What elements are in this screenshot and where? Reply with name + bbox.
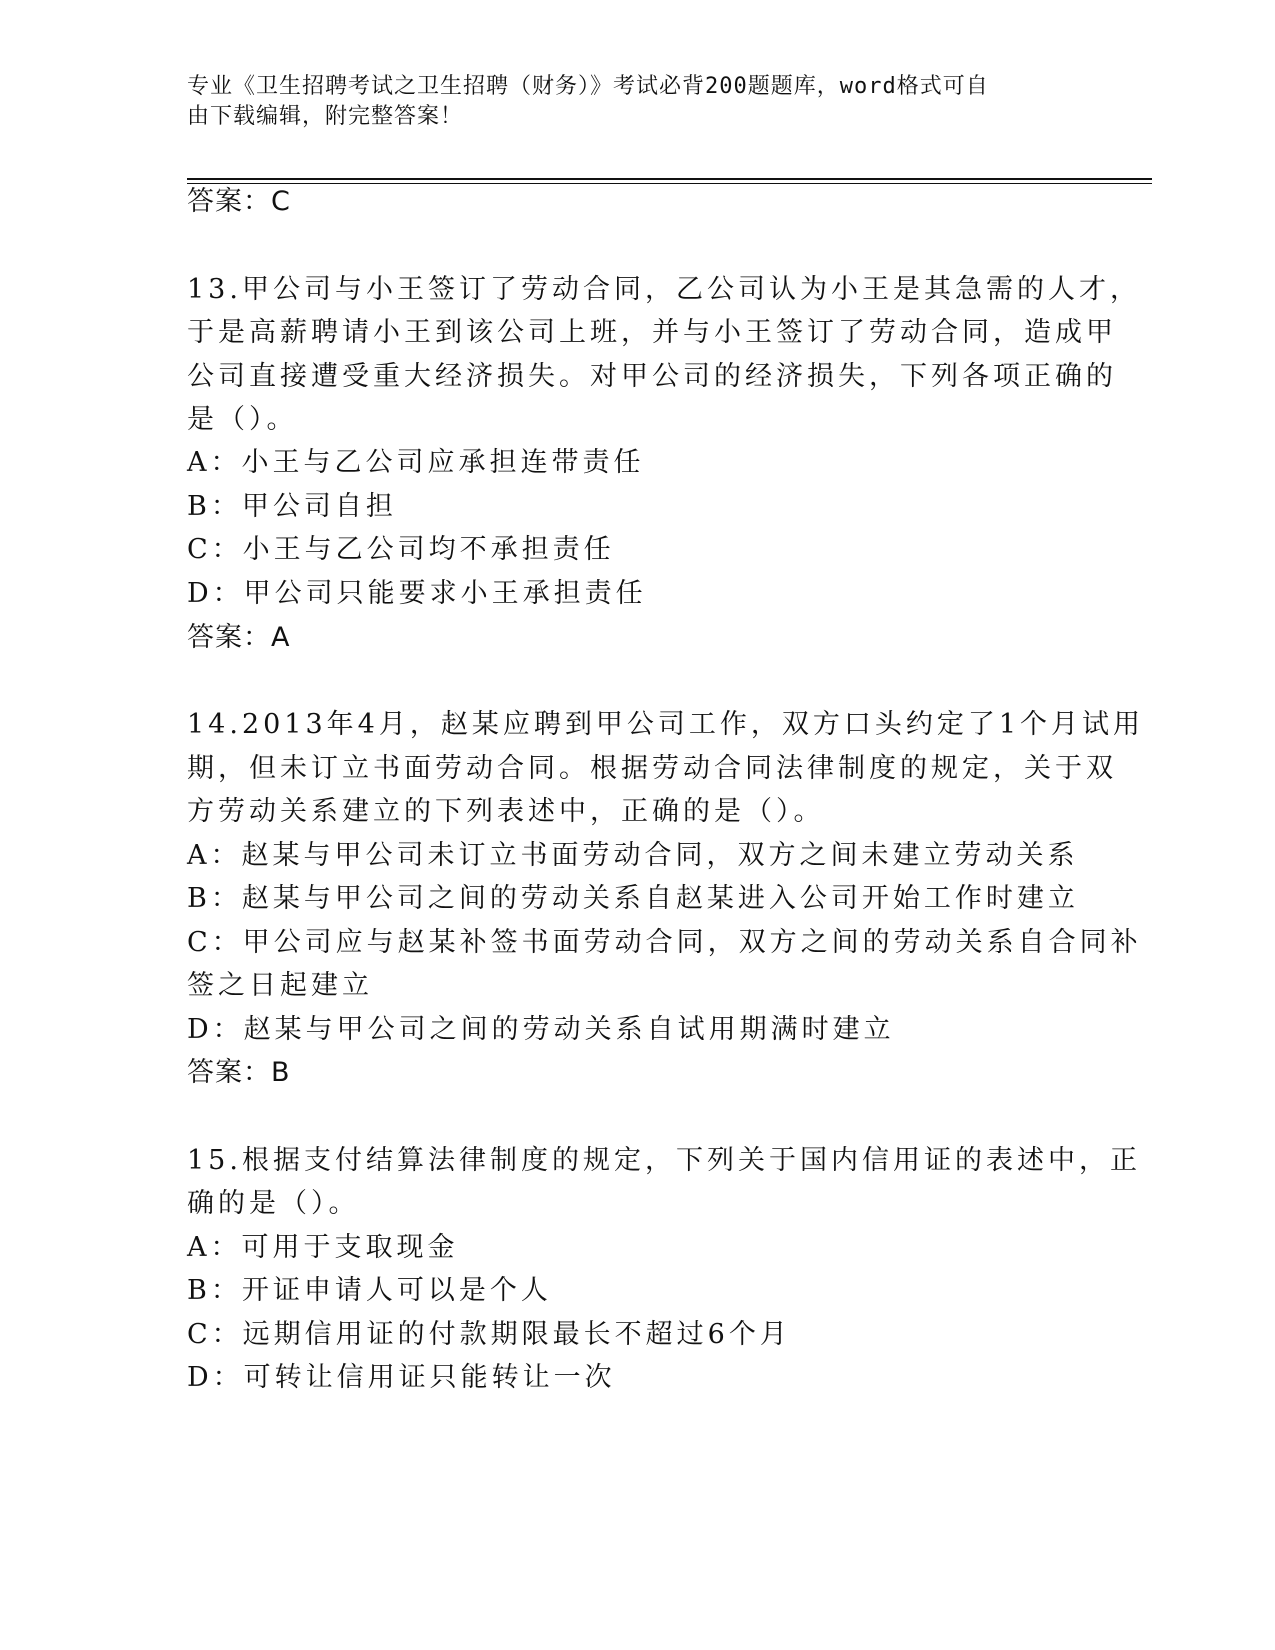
question-14-stem-line-2: 期，但未订立书面劳动合同。根据劳动合同法律制度的规定，关于双 <box>187 753 1117 784</box>
question-15-stem-line-1: 15.根据支付结算法律制度的规定，下列关于国内信用证的表述中，正 <box>187 1145 1141 1176</box>
question-14-option-a: A：赵某与甲公司未订立书面劳动合同，双方之间未建立劳动关系 <box>187 840 1079 871</box>
question-13-option-d: D：甲公司只能要求小王承担责任 <box>187 578 647 609</box>
question-15-option-d: D：可转让信用证只能转让一次 <box>187 1362 616 1393</box>
question-13-option-b: B：甲公司自担 <box>187 491 397 522</box>
question-14-option-b: B：赵某与甲公司之间的劳动关系自赵某进入公司开始工作时建立 <box>187 883 1079 914</box>
question-13-stem-line-4: 是（）。 <box>187 404 298 435</box>
answer-previous: 答案：C <box>187 186 291 217</box>
question-14-stem-line-1: 14.2013年4月，赵某应聘到甲公司工作，双方口头约定了1个月试用 <box>187 709 1145 740</box>
question-15-stem-line-2: 确的是（）。 <box>187 1188 360 1219</box>
header-divider-thin <box>187 183 1152 184</box>
header-line-2: 由下载编辑，附完整答案！ <box>187 104 464 129</box>
question-14-option-c-line-1: C：甲公司应与赵某补签书面劳动合同，双方之间的劳动关系自合同补 <box>187 927 1142 958</box>
header-line-1: 专业《卫生招聘考试之卫生招聘（财务）》考试必背200题题库，word格式可自 <box>187 74 989 99</box>
question-14-option-c-line-2: 签之日起建立 <box>187 970 373 1001</box>
question-14-answer: 答案：B <box>187 1057 291 1088</box>
question-15-option-b: B：开证申请人可以是个人 <box>187 1275 552 1306</box>
question-13-answer: 答案：A <box>187 622 291 653</box>
document-header <box>187 72 1067 132</box>
question-13-stem-line-1: 13.甲公司与小王签订了劳动合同，乙公司认为小王是其急需的人才， <box>187 274 1141 305</box>
header-divider <box>187 178 1152 180</box>
question-15-option-a: A：可用于支取现金 <box>187 1232 459 1263</box>
question-14-stem-line-3: 方劳动关系建立的下列表述中，正确的是（）。 <box>187 796 825 827</box>
question-13-stem-line-3: 公司直接遭受重大经济损失。对甲公司的经济损失，下列各项正确的 <box>187 361 1117 392</box>
question-14-option-d: D：赵某与甲公司之间的劳动关系自试用期满时建立 <box>187 1014 895 1045</box>
question-15-option-c: C：远期信用证的付款期限最长不超过6个月 <box>187 1319 791 1350</box>
question-13-option-a: A：小王与乙公司应承担连带责任 <box>187 447 645 478</box>
question-13-stem-line-2: 于是高薪聘请小王到该公司上班，并与小王签订了劳动合同，造成甲 <box>187 317 1117 348</box>
question-13-option-c: C：小王与乙公司均不承担责任 <box>187 534 615 565</box>
